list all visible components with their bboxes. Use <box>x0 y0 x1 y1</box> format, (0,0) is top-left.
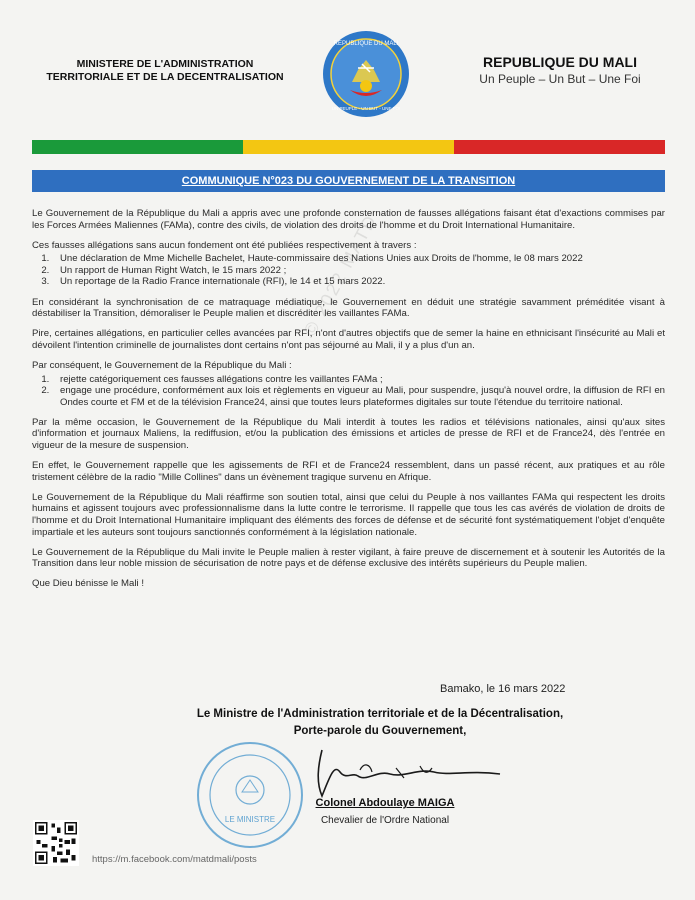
mali-coat-of-arms-seal-icon <box>322 30 410 118</box>
watermark: © 2022 MATD <box>300 210 382 340</box>
paragraph-3: En considérant la synchronisation de ce matraquage médiatique, le Gouvernement en déduit une stratégie savamment préméditée visant à déstabiliser la Transition, démoraliser le Peuple malien et discréditer les vaillantes FAMa. <box>32 296 665 320</box>
list-item: 1. rejette catégoriquement ces fausses allégations contre les vaillantes FAMa ; <box>52 374 665 386</box>
paragraph-1: Le Gouvernement de la République du Mali a appris avec une profonde consternation de fausses allégations faisant état d'exactions commises par les Forces Armées Maliennes (FAMa), contre des civils, de violation des droits de l'homme et du Droit International Humanitaire. <box>32 208 665 231</box>
flag-yellow <box>243 140 454 154</box>
country-name: REPUBLIQUE DU MALI <box>483 54 637 70</box>
handwritten-signature-icon <box>300 742 530 800</box>
stamp-text: LE MINISTRE <box>224 815 276 824</box>
list-item: 1. Une déclaration de Mme Michelle Bachelet, Haute-commissaire des Nations Unies aux Droits de l'homme, le 08 mars 2022 <box>52 253 665 265</box>
paragraph-10: Que Dieu bénisse le Mali ! <box>32 578 144 590</box>
signer-honor: Chevalier de l'Ordre National <box>320 815 450 826</box>
paragraph-4: Pire, certaines allégations, en particulier celles avancées par RFI, n'ont d'autres objectifs que de semer la haine en ethnicisant l'insécurité au Mali et dévoilent l'intention criminelle de journalistes dont certains n'ont pas séjourné au Mali, il y a plus d'un an. <box>32 328 665 351</box>
spokesperson-role: Porte-parole du Gouvernement, <box>293 725 467 737</box>
communique-body <box>32 208 665 598</box>
national-motto: Un Peuple – Un But – Une Foi <box>479 72 641 86</box>
country-block <box>455 54 665 86</box>
ministry-line-1: MINISTERE DE L'ADMINISTRATION <box>76 58 254 70</box>
signer-name: Colonel Abdoulaye MAIGA <box>315 797 455 809</box>
flag-red <box>454 140 665 154</box>
paragraph-5: Par conséquent, le Gouvernement de la République du Mali : <box>32 359 292 371</box>
flag-stripe <box>32 140 665 154</box>
title-banner <box>32 170 665 192</box>
list-item: 2. engage une procédure, conformément aux lois et règlements en vigueur au Mali, pour suspendre, jusqu'à nouvel ordre, la diffusion de RFI en Ondes courte et FM et de la télévision France24, ainsi que toutes leurs plateformes digitales sur toute l'étendue du territoire national. <box>52 385 665 408</box>
ministry-line-2: TERRITORIALE ET DE LA DECENTRALISATION <box>46 71 284 83</box>
list-item: 3. Un reportage de la Radio France internationale (RFI), le 14 et 15 mars 2022. <box>52 276 665 288</box>
minister-title: Le Ministre de l'Administration territoriale et de la Décentralisation, <box>196 708 564 720</box>
paragraph-9: Le Gouvernement de la République du Mali invite le Peuple malien à rester vigilant, à faire preuve de discernement et à soutenir les Autorités de la Transition dans leur noble mission de sécurisation de notre pays et de défense exclusive des intérêts supérieurs du Peuple malien. <box>32 546 665 570</box>
facebook-link[interactable]: https://m.facebook.com/matdmali/posts <box>92 854 257 865</box>
qr-code-icon <box>33 820 79 866</box>
sources-list <box>32 253 665 288</box>
list-item: 2. Un rapport de Human Right Watch, le 15 mars 2022 ; <box>52 265 665 277</box>
decisions-list <box>32 374 665 409</box>
communique-title: COMMUNIQUE N°023 DU GOUVERNEMENT DE LA TRANSITION <box>181 175 516 187</box>
paragraph-7: En effet, le Gouvernement rappelle que les agissements de RFI et de France24 ressemblent, dans un passé récent, aux pratiques et au rôle tristement célèbre de la radio "Mille Collines" dans un évènement tragique survenu en Afrique. <box>32 460 665 483</box>
place-date: Bamako, le 16 mars 2022 <box>440 683 566 695</box>
paragraph-8: Le Gouvernement de la République du Mali réaffirme son soutien total, ainsi que celui du Peuple à nos vaillantes FAMa qui respectent les droits humains et agissent toujours avec professionnalisme dans la lutte contre le terrorisme. Il rappelle que tous les cas avérés de violation de droits de l'homme et du Droit International Humanitaire impliquant des éléments des forces de défense et de sécurité font systématiquement l'objet d'enquête impartiale et les auteurs sont toujours sanctionnés conformément à la législation nationale. <box>32 491 665 538</box>
flag-green <box>32 140 243 154</box>
official-stamp-icon <box>195 740 305 850</box>
seal-top-text: REPUBLIQUE DU MALI <box>333 41 399 47</box>
paragraph-2: Ces fausses allégations sans aucun fondement ont été publiées respectivement à travers : <box>32 239 417 251</box>
seal-bottom-text: UN PEUPLE - UN BUT - UNE FOI <box>331 106 401 111</box>
minister-title-block <box>150 706 610 740</box>
paragraph-6: Par la même occasion, le Gouvernement de la République du Mali interdit à toutes les radios et télévisions nationales, ainsi qu'aux sites d'information et journaux Maliens, la rediffusion, et/ou la publication des émissions et articles de presse de RFI et de France24, dès l'entrée en vigueur de la mesure de suspension. <box>32 416 665 451</box>
ministry-name <box>40 58 290 84</box>
